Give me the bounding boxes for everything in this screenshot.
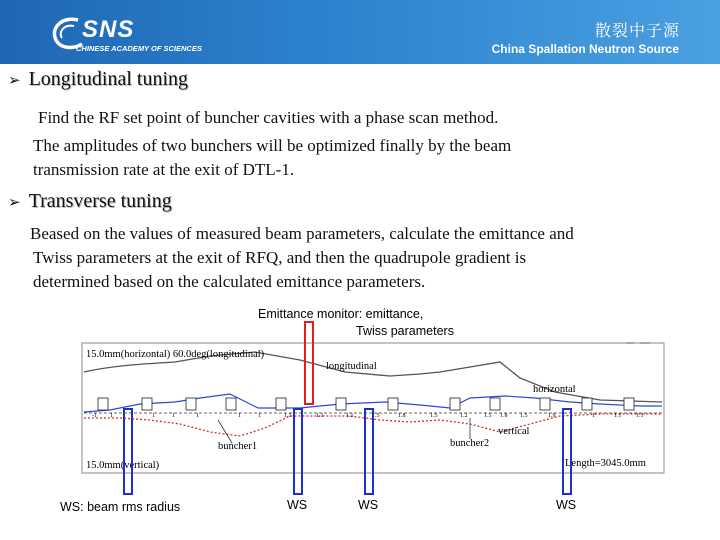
logo-subtitle: CHINESE ACADEMY OF SCIENCES	[76, 44, 202, 53]
svg-text:1.5: 1.5	[372, 413, 380, 419]
svg-text:1.5: 1.5	[520, 413, 528, 419]
svg-text:1: 1	[152, 413, 155, 419]
svg-text:1: 1	[196, 413, 199, 419]
header-banner	[0, 0, 720, 64]
svg-text:1.1: 1.1	[636, 413, 644, 419]
heading-transverse: Transverse tuning	[28, 190, 172, 212]
chinese-name: 散裂中子源	[594, 21, 680, 40]
longitudinal-label: longitudinal	[326, 361, 377, 372]
svg-text:1: 1	[570, 413, 573, 419]
ws-label-1: WS	[287, 498, 308, 512]
ws-label-3: WS	[556, 498, 577, 512]
length-label: Length=3045.0mm	[565, 458, 646, 469]
svg-text:1.1: 1.1	[284, 413, 292, 419]
buncher2-label: buncher2	[450, 438, 490, 449]
svg-text:1.5: 1.5	[430, 413, 438, 419]
svg-text:1: 1	[258, 413, 261, 419]
longitudinal-line-3: transmission rate at the exit of DTL-1.	[33, 160, 295, 179]
svg-text:1.1: 1.1	[346, 413, 354, 419]
svg-text:1.8: 1.8	[500, 413, 508, 419]
arrow-bullet-icon: ➢	[8, 193, 21, 211]
svg-text:1.1: 1.1	[614, 413, 622, 419]
horizontal-label: horizontal	[533, 384, 576, 395]
english-name: China Spallation Neutron Source	[491, 42, 679, 56]
svg-text:1.1: 1.1	[316, 413, 324, 419]
longitudinal-line-2: The amplitudes of two bunchers will be optimized finally by the beam	[33, 136, 512, 155]
transverse-line-3: determined based on the calculated emittance parameters.	[33, 272, 426, 291]
longitudinal-line-1: Find the RF set point of buncher cavities with a phase scan method.	[38, 108, 499, 127]
bullet-longitudinal	[8, 68, 188, 91]
bullet-transverse	[8, 190, 172, 213]
heading-longitudinal: Longitudinal tuning	[28, 68, 189, 90]
svg-text:1: 1	[172, 413, 175, 419]
arrow-bullet-icon: ➢	[8, 71, 21, 89]
vertical-label: vertical	[498, 426, 530, 437]
ws-rms-label: WS: beam rms radius	[60, 500, 181, 514]
svg-text:1: 1	[238, 413, 241, 419]
svg-text:1: 1	[592, 413, 595, 419]
sns-logo	[48, 14, 208, 54]
svg-text:1.9: 1.9	[548, 413, 556, 419]
transverse-line-2: Twiss parameters at the exit of RFQ, and then the quadrupole gradient is	[33, 248, 527, 267]
transverse-line-1: Beased on the values of measured beam parameters, calculate the emittance and	[30, 224, 574, 243]
emittance-label-1: Emittance monitor: emittance,	[258, 307, 424, 321]
scale-top-label: 15.0mm(horizontal) 60.0deg(longitudinal)	[86, 349, 265, 360]
buncher1-label: buncher1	[218, 441, 258, 452]
svg-text:1.5: 1.5	[484, 413, 492, 419]
logo-text: SNS	[82, 16, 135, 43]
beamline-diagram	[0, 296, 720, 540]
svg-text:1.2: 1.2	[460, 413, 468, 419]
svg-text:-1: -1	[92, 413, 97, 419]
ws-label-2: WS	[358, 498, 379, 512]
scale-bottom-label: 15.0mm(vertical)	[86, 460, 160, 471]
svg-text:1.8: 1.8	[398, 413, 406, 419]
svg-text:1: 1	[110, 413, 113, 419]
emittance-label-2: Twiss parameters	[356, 324, 454, 338]
